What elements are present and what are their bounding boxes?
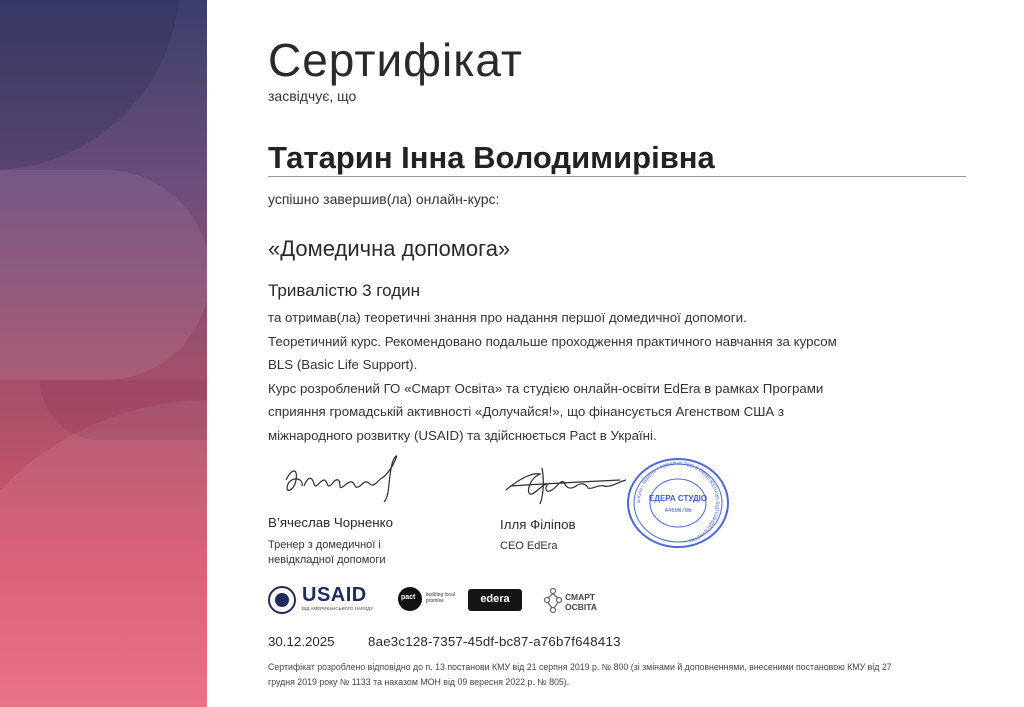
body-line: та отримав(ла) теоретичні знання про надання першої домедичної допомоги. xyxy=(268,310,747,325)
signature-1 xyxy=(278,450,418,510)
usaid-seal-icon xyxy=(268,586,296,614)
signer-role: CEO EdEra xyxy=(500,540,558,552)
decorative-side-panel xyxy=(0,0,207,707)
usaid-logo-text: USAID xyxy=(302,584,367,606)
signer-name: В’ячеслав Чорненко xyxy=(268,515,394,530)
usaid-logo-subtext: ВІД АМЕРИКАНСЬКОГО НАРОДУ xyxy=(302,606,374,611)
body-line: BLS (Basic Life Support). xyxy=(268,357,418,373)
body-line: Теоретичний курс. Рекомендовано подальше проходження практичного навчання за курсом xyxy=(268,333,837,349)
decor-shape xyxy=(0,0,180,170)
usaid-logo xyxy=(268,584,373,618)
body-line: Курс розроблений ГО «Смарт Освіта» та студією онлайн-освіти EdEra в рамках Програми xyxy=(268,380,824,396)
decor-shape xyxy=(0,170,207,380)
smart-osvita-logo-text: СМАРТ ОСВІТА xyxy=(565,592,598,612)
pact-logo-subtext: building local promise xyxy=(426,592,455,604)
certificate-body xyxy=(268,306,968,448)
certifies-text: засвідчує, що xyxy=(268,88,357,104)
signature-2 xyxy=(500,458,630,508)
smart-osvita-logo xyxy=(543,584,613,618)
course-name: «Домедична допомога» xyxy=(268,236,511,261)
course-duration: Тривалістю 3 годин xyxy=(268,281,421,300)
decor-shape xyxy=(0,400,207,707)
signer-role: Тренер з домедичної і невідкладної допомоги xyxy=(268,539,386,566)
edera-logo xyxy=(468,589,522,611)
completed-text: успішно завершив(ла) онлайн-курс: xyxy=(268,191,500,207)
decor-shape xyxy=(40,380,207,440)
stamp-ring-text: м.Київ • Україна • ТОВАРИСТВО З ОБМЕЖЕНОЮ ВІДПОВІДАЛЬНІСТЮ xyxy=(635,460,721,544)
certificate-id: 8ae3c128-7357-45df-bc87-a76b7f648413 xyxy=(368,634,621,649)
name-underline xyxy=(268,176,966,177)
stamp-center-text: ЕДЕРА СТУДІО xyxy=(648,494,708,503)
pact-logo-text: pact xyxy=(401,594,416,601)
certificate-title: Сертифікат xyxy=(268,34,523,86)
stamp-code: 44696786 xyxy=(664,508,692,514)
pact-logo xyxy=(398,583,458,617)
legal-footer: Сертифікат розроблено відповідно до п. 13 постанови КМУ від 21 серпня 2019 р. № 800 (зі змінами й доповненнями, внесеними постановою КМУ від 27 грудня 2019 року № 1133 та наказом МОН від 09 вересня 2022 р. № 805). xyxy=(268,662,892,687)
recipient-name: Татарин Інна Володимирівна xyxy=(268,140,715,175)
signer-name: Ілля Філіпов xyxy=(500,517,576,532)
molecule-icon xyxy=(543,586,563,616)
edera-logo-text: edera xyxy=(480,593,510,605)
company-stamp xyxy=(622,456,734,550)
body-line: сприяння громадській активності «Долучайся!», що фінансується Агенством США з xyxy=(268,404,785,420)
body-line: міжнародного розвитку (USAID) та здійснюється Pact в Україні. xyxy=(268,427,657,443)
issue-date: 30.12.2025 xyxy=(268,634,335,649)
